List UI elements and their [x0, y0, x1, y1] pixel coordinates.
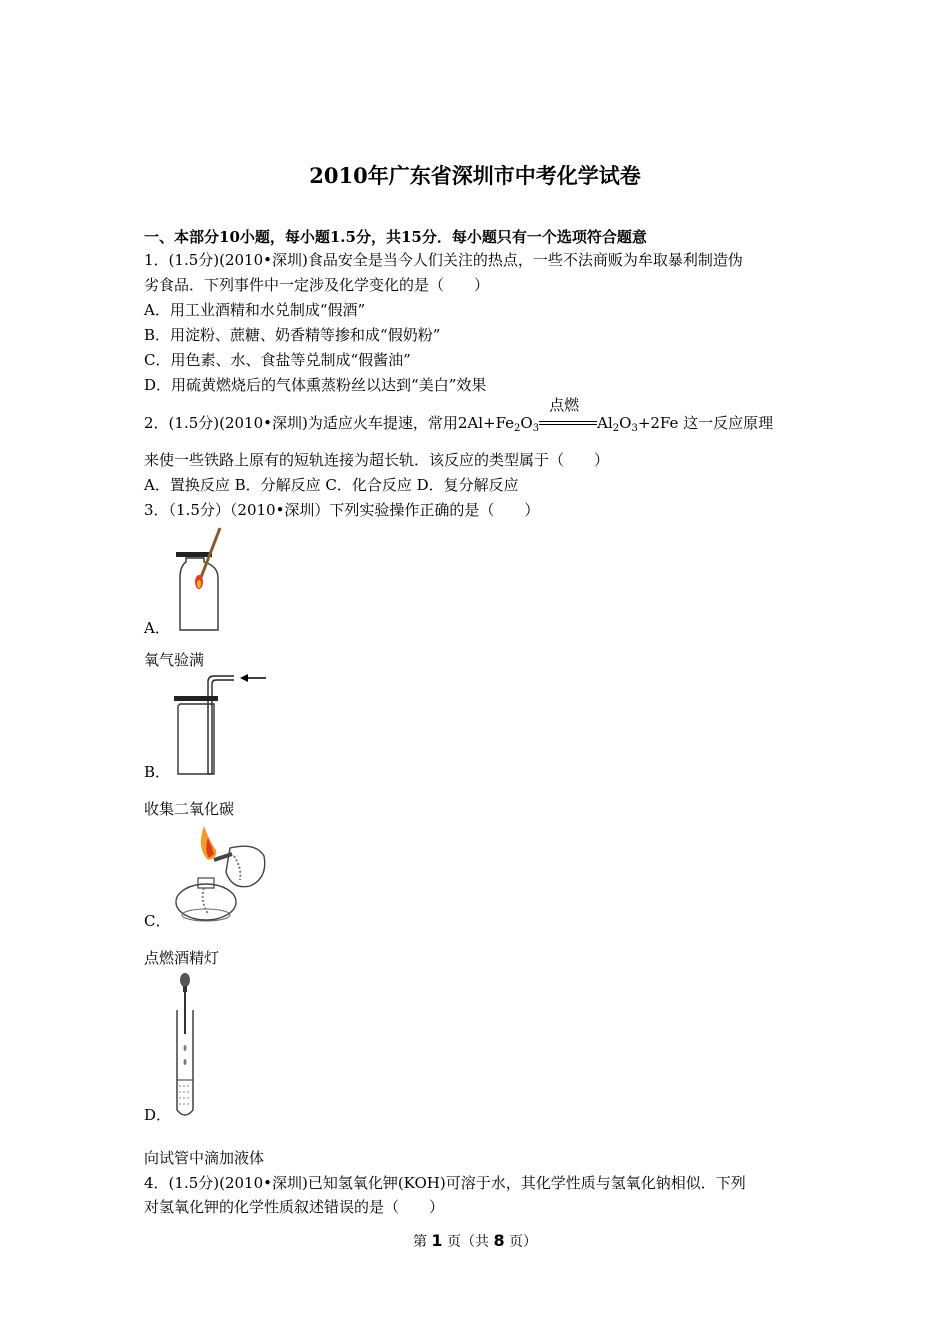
- q2-sub3: 2: [612, 423, 620, 434]
- q3-option-c-caption: 点燃酒精灯: [144, 949, 220, 967]
- dropper-test-tube-figure: [166, 970, 206, 1122]
- footer-suffix: 页）: [504, 1234, 538, 1250]
- q4-stem-line2: 对氢氧化钾的化学性质叙述错误的是（ ）: [144, 1198, 445, 1216]
- q2-suffix: +2Fe 这一反应原理: [637, 414, 774, 432]
- page-number: 1: [431, 1231, 443, 1250]
- q2-prod1: Al: [597, 414, 613, 432]
- page-title: 2010年广东省深圳市中考化学试卷: [309, 163, 641, 188]
- q1-option-a: A．用工业酒精和水兑制成“假酒”: [144, 301, 366, 319]
- footer-prefix: 第: [412, 1234, 432, 1250]
- q3-stem: 3．（1.5分）（2010•深圳）下列实验操作正确的是（ ）: [144, 501, 540, 519]
- q3-option-a-caption: 氧气验满: [144, 651, 205, 669]
- gas-collection-figure: [168, 668, 273, 780]
- q2-stem-line1: [144, 396, 774, 434]
- reaction-condition: 点燃: [549, 396, 580, 414]
- q3-option-b-label: B．: [144, 763, 171, 781]
- reaction-arrow: [539, 396, 597, 433]
- footer-middle: 页（共: [442, 1234, 494, 1250]
- q4-stem-line1: 4．(1.5分)(2010•深圳)已知氢氧化钾(KOH)可溶于水，其化学性质与氢氧化钠相似．下列: [144, 1174, 746, 1192]
- q1-stem-line1: 1．(1.5分)(2010•深圳)食品安全是当今人们关注的热点，一些不法商贩为牟取暴利制造伪: [144, 251, 743, 269]
- q2-stem-line2: 来使一些铁路上原有的短轨连接为超长轨．该反应的类型属于（ ）: [144, 451, 610, 469]
- q3-option-c-label: C．: [144, 912, 171, 930]
- q1-option-b: B．用淀粉、蔗糖、奶香精等掺和成“假奶粉”: [144, 326, 441, 344]
- oxygen-test-figure: [168, 522, 238, 637]
- q2-mid1: O: [520, 414, 533, 432]
- q1-option-d: D．用硫黄燃烧后的气体熏蒸粉丝以达到“美白”效果: [144, 376, 487, 394]
- q2-options: A．置换反应 B．分解反应 C．化合反应 D．复分解反应: [144, 476, 519, 494]
- q1-option-c: C．用色素、水、食盐等兑制成“假酱油”: [144, 351, 411, 369]
- q3-option-b-caption: 收集二氧化碳: [144, 800, 235, 818]
- page-footer: [0, 1231, 950, 1251]
- q2-sub4: 3: [631, 423, 638, 434]
- q3-option-d-caption: 向试管中滴加液体: [144, 1149, 265, 1167]
- q1-stem-line2: 劣食品．下列事件中一定涉及化学变化的是（ ）: [144, 276, 490, 294]
- q2-prod2: O: [619, 414, 632, 432]
- q2-prefix: 2．(1.5分)(2010•深圳)为适应火车提速，常用2Al+Fe: [144, 414, 515, 432]
- q2-sub1: 2: [514, 423, 521, 434]
- total-pages: 8: [493, 1231, 505, 1250]
- q2-sub2: 3: [532, 423, 540, 434]
- q3-option-d-label: D．: [144, 1106, 172, 1124]
- section-heading: 一、本部分10小题，每小题1.5分，共15分．每小题只有一个选项符合题意: [144, 228, 647, 246]
- q3-option-a-label: A．: [144, 619, 170, 637]
- alcohol-lamp-figure: [170, 820, 270, 928]
